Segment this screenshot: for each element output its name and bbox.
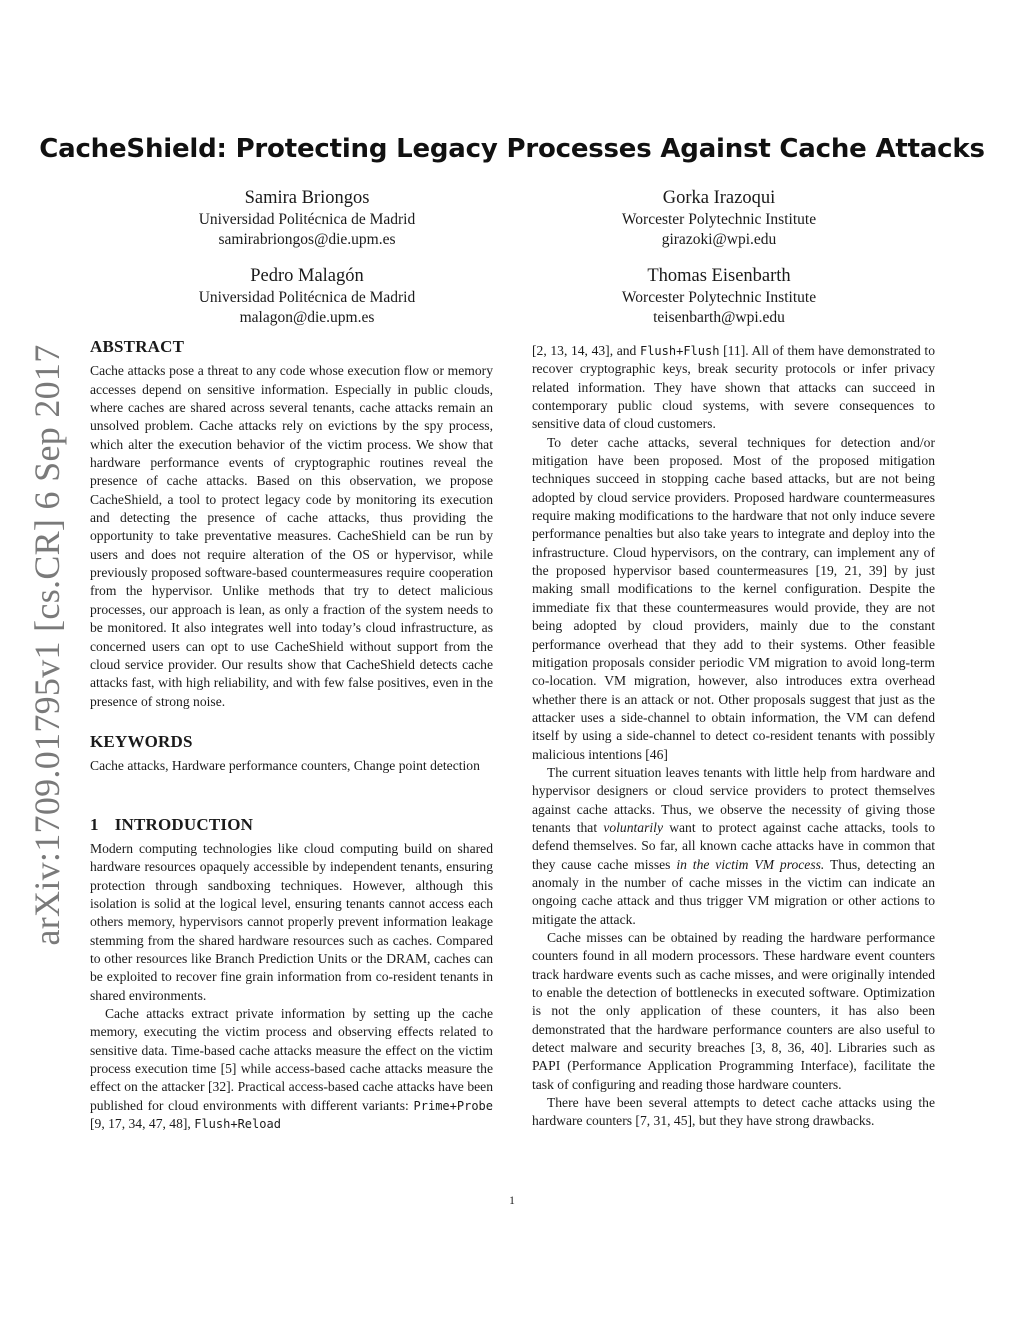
intro-paragraph: Modern computing technologies like cloud computing build on shared hardware resources opaquely accessible by independent tenants, ensuring protection through sandboxing techniques. However, although this isolation is solid at the logical level, ensuring tenants cannot access each others memory, hypervisors cannot properly prevent information leakage stemming from the shared hardware resources such as caches. Compared to other resources like Branch Prediction Units or the DRAM, caches can be exploited to recover fine grain information from co-resident tenants in shared environments. xyxy=(90,840,493,1003)
abstract-heading: ABSTRACT xyxy=(90,337,185,356)
inline-code: Flush+Reload xyxy=(194,1117,281,1132)
section-number: 1 xyxy=(90,814,99,834)
paper-title: CacheShield: Protecting Legacy Processes Against Cache Attacks xyxy=(39,134,985,164)
author-block xyxy=(549,266,889,328)
right-column xyxy=(532,342,935,1131)
intro-paragraph: There have been several attempts to detect cache attacks using the hardware counters [7, 31, 45], but they have strong drawbacks. xyxy=(532,1095,935,1129)
author-email: girazoki@wpi.edu xyxy=(661,231,777,248)
emphasis: in the victim VM process. xyxy=(676,856,825,872)
author-name: Thomas Eisenbarth xyxy=(647,266,791,286)
inline-code: Flush+Flush xyxy=(639,344,720,358)
keywords-heading: KEYWORDS xyxy=(90,731,193,751)
author-affiliation: Universidad Politécnica de Madrid xyxy=(198,289,416,306)
author-affiliation: Worcester Polytechnic Institute xyxy=(621,211,817,228)
author-block xyxy=(137,188,477,250)
author-affiliation: Worcester Polytechnic Institute xyxy=(621,289,817,306)
author-block xyxy=(137,266,477,328)
author-affiliation: Universidad Politécnica de Madrid xyxy=(198,211,416,228)
intro-paragraph: Cache attacks extract private information by setting up the cache memory, executing the victim process and observing effects related to sensitive data. Time-based cache attacks measure the effect on the victim process execution time [5] while access-based cache attacks measure the effect on the attacker [32]. Practical access-based cache attacks have been published for cloud environments with different variants: Prime+Probe [9, 17, 34, 47, 48], Flush+Reload xyxy=(90,1006,493,1132)
arxiv-identifier-stamp: arXiv:1709.01795v1 [cs.CR] 6 Sep 2017 xyxy=(27,344,67,946)
author-block xyxy=(549,188,889,250)
author-name: Gorka Irazoqui xyxy=(662,188,776,208)
intro-paragraph: Cache misses can be obtained by reading the hardware performance counters found in all modern processors. These hardware event counters track hardware events such as cache misses, and were originally intended to enable the detection of bottlenecks in executed software. Optimization is not the only application of these counters, it has also been demonstrated that the hardware performance counters are also useful to detect malware and security breaches [3, 8, 36, 40]. Libraries such as PAPI (Performance Application Programming Interface), facilitate the task of configuring and reading those hardware counters. xyxy=(532,930,935,1092)
author-name: Samira Briongos xyxy=(244,188,370,208)
page-number: 1 xyxy=(509,1195,515,1207)
inline-code: Prime+Probe xyxy=(413,1098,493,1113)
emphasis: voluntarily xyxy=(603,819,663,835)
intro-paragraph: The current situation leaves tenants with little help from hardware and hypervisor designers or cloud service providers to protect themselves against cache attacks. Thus, we observe the necessity of giving those tenants that voluntarily want to protect against cache attacks, tools to defend themselves. So far, all known cache attacks have in common that they cause cache misses in the victim VM process. Thus, detecting an anomaly in the number of cache misses in the victim can indicate an ongoing cache attack and thus trigger VM migration or other actions to mitigate the attack. xyxy=(532,764,936,927)
intro-paragraph: To deter cache attacks, several techniques for detection and/or mitigation have been proposed. Most of the proposed mitigation techniques succeed in stopping cache based attacks, but are not being adopted by cloud service providers. Proposed hardware countermeasures require making modifications to the hardware that not only induce severe performance penalties but also take years to integrate and deploy into the infrastructure. Cloud hypervisors, on the contrary, can implement any of the proposed hypervisor based countermeasures [19, 21, 39] by just making small modifications to the kernel configuration. Despite the immediate fix that these countermeasures would provide, they are not being adopted by cloud providers, mainly due to the constant performance overhead that they add to their systems. Other feasible mitigation proposals consider periodic VM migration to avoid long-term co-location. VM migration, however, also introduces extra overhead whether there is an attack or not. Other proposals suggest that just as the attacker uses a side-channel to obtain information, the VM can defend itself by using a side-channel to detect co-resident tenants with possibly malicious intentions [46] xyxy=(532,434,935,762)
author-email: teisenbarth@wpi.edu xyxy=(653,309,785,326)
left-column xyxy=(90,338,493,1133)
keywords-text: Cache attacks, Hardware performance counters, Change point detection xyxy=(90,758,480,774)
author-name: Pedro Malagón xyxy=(250,266,364,286)
author-email: samirabriongos@die.upm.es xyxy=(218,231,396,248)
author-email: malagon@die.upm.es xyxy=(239,309,375,326)
section-heading-introduction xyxy=(90,816,493,834)
abstract-text: Cache attacks pose a threat to any code whose execution flow or memory accesses depend on sensitive information. Especially in public clouds, where caches are shared across several tenants, cache attacks remain an unsolved problem. Cache attacks rely on evictions by the spy process, which alter the execution behavior of the victim process. We show that hardware performance events of cryptographic routines reveal the presence of cache attacks. Based on this observation, we propose CacheShield, a tool to protect legacy code by monitoring its execution and detecting the presence of cache attacks, thus providing the opportunity to take preventative measures. CacheShield can be run by users and does not require alteration of the OS or hypervisor, while previously proposed software-based countermeasures require cooperation from the hypervisor. Unlike methods that try to detect malicious processes, our approach is lean, as only a fraction of the system needs to be monitored. It also integrates well into today’s cloud infrastructure, as concerned users can opt to use CacheShield without support from the cloud service provider. Our results show that CacheShield detects cache attacks fast, with high reliability, and with few false positives, even in the presence of strong noise. xyxy=(90,363,493,709)
intro-paragraph: [2, 13, 14, 43], and Flush+Flush [11]. All of them have demonstrated to recover cryptographic keys, break security protocols or infer privacy related information. They have shown that attacks can succeed in contemporary public cloud systems, with severe consequences to sensitive data of cloud customers. xyxy=(532,343,935,432)
section-title: INTRODUCTION xyxy=(114,814,254,834)
